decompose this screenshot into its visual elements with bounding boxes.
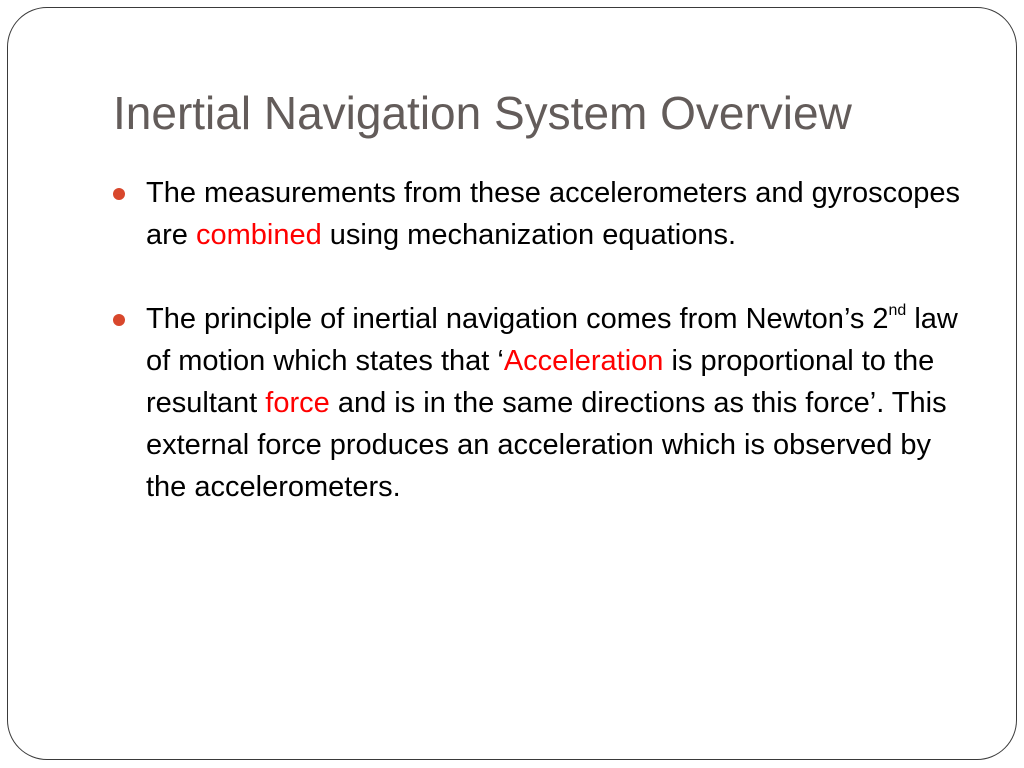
bullet-text-tail: using mechanization equations. (321, 219, 737, 251)
ordinal-superscript: nd (888, 301, 907, 319)
bullet-text-lead: The measurements from these accelerometers and gyroscopes are (146, 177, 960, 251)
bullet-dot-icon (113, 188, 125, 200)
bullet-item-principle (113, 298, 963, 508)
bullet-list (113, 172, 963, 508)
bullet-text-mid-2: is proportional to the resultant (146, 345, 935, 419)
bullet-text-tail: and is in the same directions as this force’. This external force produces an acceleration which is observed by the accelerometers. (146, 387, 947, 503)
bullet-text-lead: The principle of inertial navigation comes from Newton’s 2 (146, 303, 889, 335)
bullet-dot-icon (113, 314, 125, 326)
bullet-item-measurements (113, 172, 963, 256)
highlight-acceleration: Acceleration (503, 345, 664, 377)
slide-title: Inertial Navigation System Overview (113, 87, 852, 139)
bullet-text-mid: law of motion which states that ‘ (146, 303, 958, 377)
highlight-combined: combined (195, 219, 322, 251)
highlight-force: force (265, 387, 330, 419)
